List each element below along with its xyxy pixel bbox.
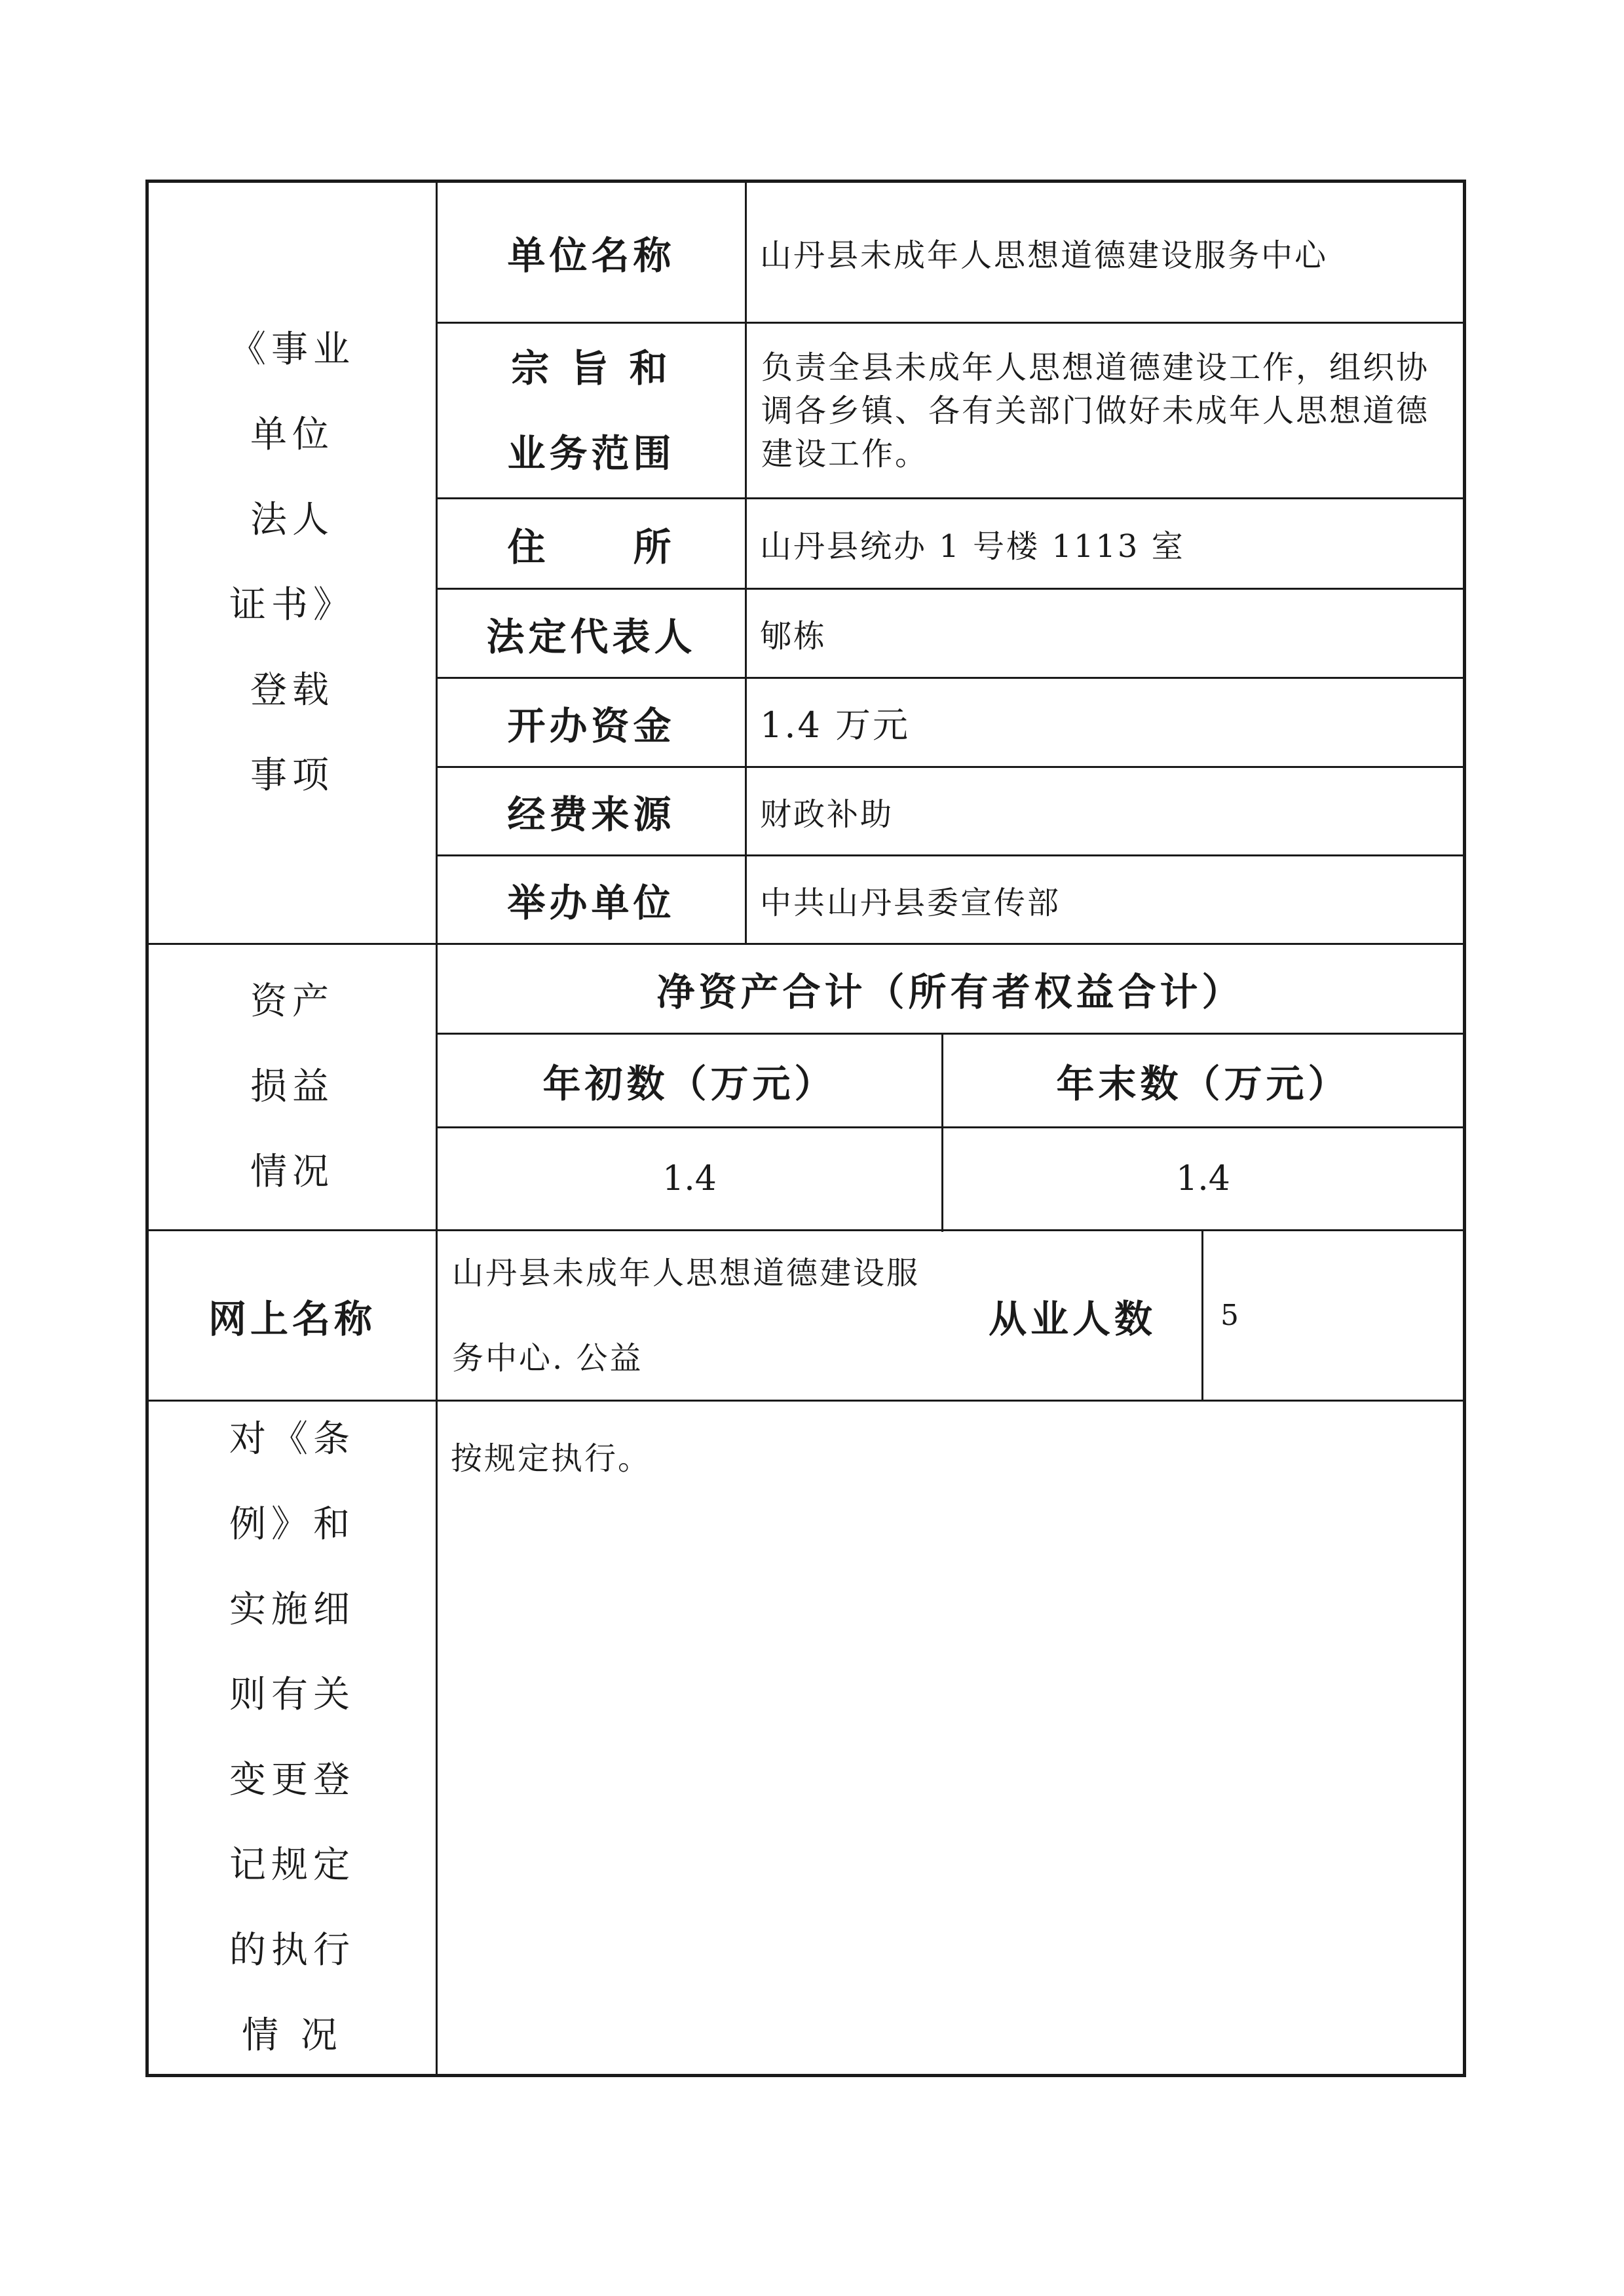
online-name-label: 网上名称 [208,1296,376,1341]
start-capital-label: 开办资金 [507,703,675,748]
unit-name-label: 单位名称 [507,233,675,278]
unit-name-value: 山丹县未成年人思想道德建设服务中心 [760,237,1329,274]
online-name-value: 山丹县未成年人思想道德建设服务中心. 公益 [452,1254,920,1377]
compliance-title: 对《条 例》和 实施细 则有关 变更登 记规定 的执行 情 况 [229,1418,355,2057]
assets-title: 资产 损益 情况 [250,980,334,1193]
start-capital-value: 1.4 万元 [760,704,911,746]
year-end-value: 1.4 [1176,1159,1230,1198]
staff-count-value: 5 [1220,1299,1239,1332]
sponsor-label: 举办单位 [507,881,675,925]
registration-table [145,180,1466,2077]
year-begin-value: 1.4 [662,1159,717,1198]
legal-rep-label: 法定代表人 [486,614,696,659]
purpose-scope-value: 负责全县未成年人思想道德建设工作，组织协调各乡镇、各有关部门做好未成年人思想道德建设工作。 [761,349,1430,472]
legal-rep-value: 郇栋 [760,618,827,655]
net-assets-header: 净资产合计（所有者权益合计） [656,970,1244,1014]
year-end-header: 年末数（万元） [1056,1062,1350,1106]
staff-count-label: 从业人数 [988,1296,1156,1341]
year-begin-header: 年初数（万元） [542,1062,837,1106]
compliance-value: 按规定执行。 [451,1440,652,1477]
funding-source-label: 经费来源 [507,792,675,837]
address-value: 山丹县统办 1 号楼 1113 室 [760,528,1185,565]
funding-source-value: 财政补助 [760,795,894,833]
registered-items-title: 《事业 单位 法人 证书》 登载 事项 [229,328,355,797]
address-label: 住 所 [507,524,675,569]
purpose-scope-label: 宗 旨 和 业务范围 [507,345,675,476]
sponsor-value: 中共山丹县委宣传部 [760,884,1061,921]
